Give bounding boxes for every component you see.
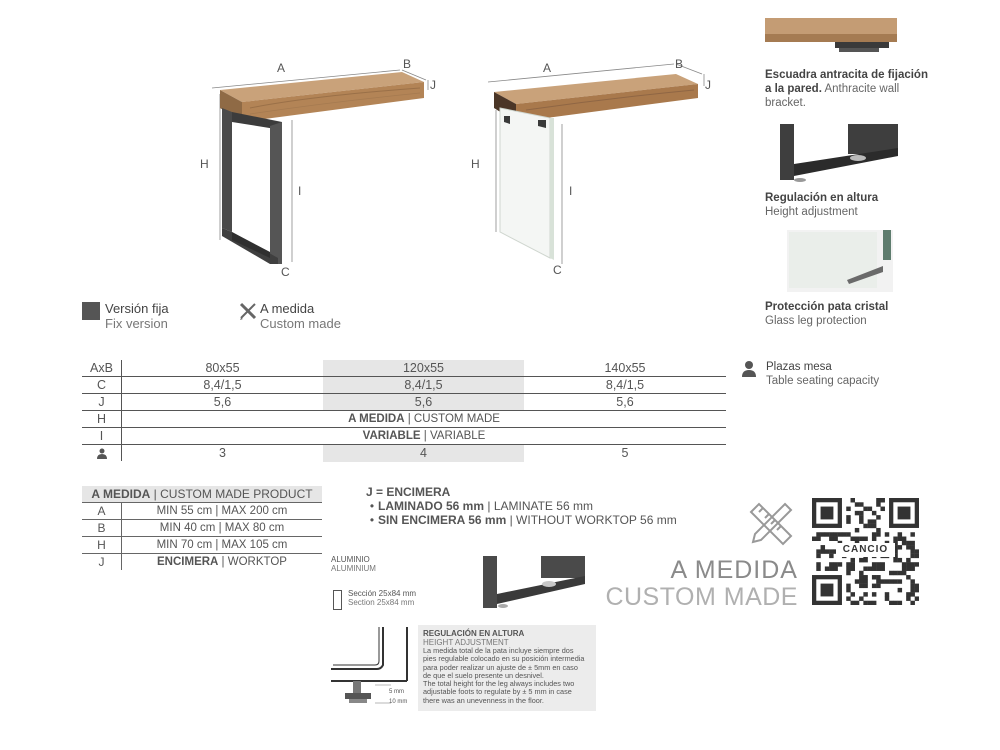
legend-subtitle: Fix version [105, 316, 168, 331]
table-cell: MIN 70 cm | MAX 105 cm [156, 539, 288, 551]
dim-c-label-2: C [553, 263, 562, 277]
table-cell: 4 [420, 446, 427, 460]
qr-module [898, 601, 902, 605]
qr-module [846, 532, 850, 536]
qr-module [859, 571, 863, 575]
custom-made-badge-line2: CUSTOM MADE [605, 583, 798, 611]
qr-module [825, 549, 829, 553]
legend-title: Versión fija [105, 301, 169, 316]
note-line: pies regulable colocado en su posición intermedia [423, 654, 585, 664]
row-key: H [82, 411, 122, 427]
dim-j-label-2: J [705, 78, 711, 92]
cell-separator: | [404, 413, 414, 425]
bullet-strong: SIN ENCIMERA 56 mm [378, 513, 507, 527]
qr-module [880, 579, 884, 583]
qr-module [915, 562, 919, 566]
qr-module [859, 537, 863, 541]
qr-module [816, 537, 820, 541]
qr-module [902, 571, 906, 575]
header-text: CUSTOM MADE PRODUCT [160, 487, 313, 501]
qr-module [863, 601, 867, 605]
qr-module [872, 532, 876, 536]
qr-module [906, 575, 910, 579]
qr-module [829, 532, 833, 536]
qr-module [910, 541, 914, 545]
qr-module [868, 601, 872, 605]
qr-module [915, 549, 919, 553]
worktop-notes [366, 485, 677, 527]
dim-5mm-label: 5 mm [389, 689, 404, 695]
qr-module [898, 558, 902, 562]
qr-module [872, 566, 876, 570]
row-key: J [82, 394, 122, 410]
qr-module [825, 566, 829, 570]
qr-module [915, 584, 919, 588]
qr-module [816, 532, 820, 536]
person-icon [97, 448, 107, 459]
qr-module [855, 528, 859, 532]
feature-title: a la pared. [765, 83, 822, 95]
qr-module [915, 588, 919, 592]
qr-module [863, 575, 867, 579]
table-cell: 5,6 [213, 395, 232, 409]
qr-module [846, 515, 850, 519]
spanning-cell [122, 428, 726, 444]
qr-module [838, 532, 842, 536]
qr-module [816, 549, 820, 553]
qr-module [863, 524, 867, 528]
spanning-cell [122, 411, 726, 427]
qr-module [910, 545, 914, 549]
feature-subtitle: Height adjustment [765, 206, 858, 218]
qr-module [868, 507, 872, 511]
section-es: Sección 25x84 mm [348, 589, 417, 598]
table-cell: MIN 55 cm | MAX 200 cm [156, 505, 288, 517]
table-cell: 5 [621, 446, 629, 460]
qr-module [825, 532, 829, 536]
qr-module [833, 532, 837, 536]
qr-module [816, 562, 820, 566]
qr-module [880, 498, 884, 502]
qr-module [876, 502, 880, 506]
qr-module [829, 562, 833, 566]
qr-module [893, 579, 897, 583]
cell-text: VARIABLE [429, 430, 486, 442]
feature-subtitle: Glass leg protection [765, 315, 867, 327]
legend-title: A medida [260, 301, 315, 316]
qr-module [851, 537, 855, 541]
qr-module [872, 592, 876, 596]
qr-module [868, 566, 872, 570]
notes-bullet: • LAMINADO 56 mm | LAMINATE 56 mm [369, 499, 593, 513]
qr-module [851, 566, 855, 570]
dim-b-label-2: B [675, 57, 684, 71]
bullet-text: LAMINATE 56 mm [493, 499, 593, 513]
qr-module [906, 566, 910, 570]
row-key: AxB [82, 360, 122, 376]
qr-module [893, 537, 897, 541]
qr-module [851, 558, 855, 562]
qr-module [863, 558, 867, 562]
qr-module [876, 575, 880, 579]
qr-module [880, 566, 884, 570]
qr-module [859, 515, 863, 519]
feature-subtitle: Anthracite wall [824, 83, 900, 95]
qr-module [829, 549, 833, 553]
table-row [82, 428, 726, 445]
ruler-pencil-icon [238, 301, 258, 321]
qr-module [859, 579, 863, 583]
qr-module [876, 532, 880, 536]
qr-module [868, 519, 872, 523]
qr-module [889, 571, 893, 575]
cell-strong: ENCIMERA [157, 556, 219, 568]
qr-module [833, 566, 837, 570]
qr-module [872, 519, 876, 523]
bullet-text: WITHOUT WORKTOP 56 mm [516, 513, 677, 527]
qr-module [855, 502, 859, 506]
qr-module [846, 507, 850, 511]
feature-wall-bracket [765, 68, 945, 110]
qr-module [910, 549, 914, 553]
feature-height-adjustment [765, 191, 945, 219]
qr-module [902, 562, 906, 566]
row-key: A [82, 503, 122, 519]
qr-module [880, 507, 884, 511]
qr-module [876, 562, 880, 566]
glass-leg-protection-photo [787, 230, 893, 292]
qr-module [898, 537, 902, 541]
height-adjustment-photo [780, 124, 900, 184]
qr-module [876, 579, 880, 583]
row-key: H [82, 537, 122, 553]
cell-text: WORKTOP [227, 556, 287, 568]
row-key: I [82, 428, 122, 444]
qr-module [855, 511, 859, 515]
custom-made-badge-line1: A MEDIDA [670, 556, 798, 584]
note-line: adjustable foots to regulate by ± 5 mm in case [423, 687, 572, 697]
note-line: La medida total de la pata incluye siempre dos [423, 646, 574, 655]
qr-module [906, 545, 910, 549]
row-key: J [82, 554, 122, 570]
qr-module [859, 558, 863, 562]
qr-module [902, 537, 906, 541]
dim-j-label: J [430, 78, 436, 92]
qr-module [898, 571, 902, 575]
cell-strong: VARIABLE [362, 430, 421, 442]
qr-finder [821, 507, 834, 520]
legend-seating-capacity [766, 360, 879, 388]
dim-b-label: B [403, 57, 412, 71]
qr-module [893, 571, 897, 575]
qr-module [898, 532, 902, 536]
table-row [82, 554, 322, 571]
qr-module [885, 592, 889, 596]
qr-module [910, 532, 914, 536]
notes-title: J = ENCIMERA [366, 485, 451, 499]
qr-module [885, 596, 889, 600]
feature-title: Escuadra antracita de fijación [765, 69, 928, 81]
desk-glass-leg-diagram [470, 52, 730, 282]
note-line: there was an unevenness in the floor. [423, 695, 544, 705]
qr-module [812, 537, 816, 541]
qr-module [833, 537, 837, 541]
qr-module [898, 545, 902, 549]
qr-module [846, 562, 850, 566]
qr-module [859, 511, 863, 515]
qr-module [863, 579, 867, 583]
table-cell [122, 554, 322, 570]
table-cell: 3 [219, 446, 226, 460]
qr-module [851, 601, 855, 605]
qr-module [859, 502, 863, 506]
dim-h-label: H [200, 157, 209, 171]
table-cell: 5,6 [616, 395, 634, 409]
table-cell: 8,4/1,5 [605, 378, 645, 392]
note-line: The total height for the leg always includes two [423, 679, 575, 689]
qr-module [821, 549, 825, 553]
wall-bracket-photo [765, 18, 899, 58]
table-cell: 8,4/1,5 [203, 378, 242, 392]
qr-module [851, 562, 855, 566]
qr-module [833, 562, 837, 566]
section-profile-icon [333, 590, 342, 610]
bullet-separator: | [506, 513, 517, 527]
qr-module [863, 592, 867, 596]
dim-i-label-2: I [569, 184, 573, 198]
qr-module [906, 558, 910, 562]
qr-module [910, 566, 914, 570]
qr-module [893, 601, 897, 605]
qr-module [816, 554, 820, 558]
qr-module [906, 562, 910, 566]
table-cell: MIN 40 cm | MAX 80 cm [159, 522, 285, 534]
qr-module [838, 562, 842, 566]
qr-module [872, 575, 876, 579]
qr-module [872, 601, 876, 605]
feature-subtitle: bracket. [765, 97, 806, 109]
qr-module [893, 558, 897, 562]
qr-module [910, 579, 914, 583]
table-row [82, 537, 322, 554]
qr-module [855, 579, 859, 583]
dim-i-label: I [298, 184, 302, 198]
qr-module [906, 541, 910, 545]
material-es: ALUMINIO [331, 555, 370, 564]
qr-module [855, 601, 859, 605]
legend-custom-made [260, 301, 341, 331]
qr-module [872, 584, 876, 588]
header-separator: | [150, 487, 161, 501]
qr-module [898, 588, 902, 592]
column-header: 140x55 [604, 361, 646, 375]
table-row [82, 520, 322, 537]
height-adjustment-note [418, 625, 596, 711]
dim-c-label: C [281, 265, 290, 279]
qr-module [876, 566, 880, 570]
cell-strong: A MEDIDA [348, 413, 405, 425]
column-header: 120x55 [402, 361, 444, 375]
custom-table-header [82, 486, 322, 503]
qr-finder [821, 584, 834, 597]
table-row [82, 394, 726, 411]
table-row [82, 445, 726, 462]
note-line: para poder realizar un ajuste de ± 5mm en caso [423, 662, 578, 672]
qr-module [863, 584, 867, 588]
qr-brand-label: CANCIO [836, 543, 895, 557]
notes-bullet: • SIN ENCIMERA 56 mm | WITHOUT WORKTOP 56 mm [369, 513, 677, 527]
qr-module [906, 592, 910, 596]
qr-module [821, 532, 825, 536]
feature-title: Regulación en altura [765, 192, 879, 204]
qr-module [851, 498, 855, 502]
qr-module [863, 566, 867, 570]
table-cell: 8,4/1,5 [404, 378, 443, 392]
qr-module [876, 528, 880, 532]
qr-code[interactable] [812, 498, 919, 605]
row-key: B [82, 520, 122, 536]
qr-module [889, 579, 893, 583]
qr-module [910, 554, 914, 558]
qr-module [829, 537, 833, 541]
qr-module [910, 592, 914, 596]
material-label [331, 555, 376, 573]
qr-module [876, 515, 880, 519]
qr-module [846, 596, 850, 600]
cell-separator: | [218, 556, 228, 568]
row-key: C [82, 377, 122, 393]
qr-module [910, 601, 914, 605]
qr-module [902, 566, 906, 570]
cell-separator: | [420, 430, 430, 442]
qr-module [846, 588, 850, 592]
qr-module [829, 554, 833, 558]
qr-module [910, 584, 914, 588]
qr-module [863, 507, 867, 511]
bullet-strong: LAMINADO 56 mm [378, 499, 485, 513]
header-strong: A MEDIDA [91, 487, 151, 501]
qr-module [851, 592, 855, 596]
qr-module [885, 532, 889, 536]
qr-module [846, 566, 850, 570]
qr-module [846, 584, 850, 588]
dim-h-label-2: H [471, 157, 480, 171]
note-line: de que el suelo presente un desnivel. [423, 670, 544, 680]
ruler-pencil-icon [745, 498, 797, 550]
qr-module [829, 566, 833, 570]
legend-subtitle: Table seating capacity [766, 375, 880, 387]
dim-a-label: A [277, 61, 286, 75]
qr-module [846, 519, 850, 523]
qr-module [868, 524, 872, 528]
qr-module [885, 579, 889, 583]
qr-module [906, 596, 910, 600]
qr-module [910, 588, 914, 592]
qr-module [859, 584, 863, 588]
fixed-version-swatch [82, 302, 100, 320]
note-title-es: REGULACIÓN EN ALTURA [423, 629, 525, 638]
qr-module [876, 498, 880, 502]
qr-module [915, 554, 919, 558]
bullet-separator: | [484, 499, 494, 513]
qr-module [880, 562, 884, 566]
desk-metal-leg-diagram [190, 52, 450, 282]
table-header-row [82, 360, 726, 377]
person-icon [741, 360, 757, 378]
column-header: 80x55 [205, 361, 240, 375]
material-en: ALUMINIUM [331, 564, 376, 573]
legend-title: Plazas mesa [766, 361, 832, 373]
qr-module [859, 575, 863, 579]
table-cell: 5,6 [414, 395, 433, 409]
qr-module [816, 566, 820, 570]
qr-module [902, 541, 906, 545]
qr-module [863, 537, 867, 541]
qr-module [859, 596, 863, 600]
qr-module [898, 579, 902, 583]
feature-glass-leg-protection [765, 300, 945, 328]
table-row [82, 503, 322, 520]
qr-module [846, 571, 850, 575]
aluminium-profile-photo [483, 554, 587, 610]
dim-10mm-label: 10 mm [389, 699, 408, 705]
qr-module [855, 537, 859, 541]
dim-a-label-2: A [543, 61, 552, 75]
section-en: Section 25x84 mm [348, 598, 415, 607]
legend-subtitle: Custom made [260, 316, 341, 331]
feature-title: Protección pata cristal [765, 301, 889, 313]
qr-module [915, 596, 919, 600]
qr-module [872, 562, 876, 566]
section-label [348, 589, 416, 607]
legend-fixed-version [105, 301, 169, 331]
qr-module [859, 519, 863, 523]
table-row [82, 411, 726, 428]
qr-module [876, 584, 880, 588]
qr-module [889, 601, 893, 605]
cell-text: CUSTOM MADE [413, 413, 500, 425]
qr-module [821, 545, 825, 549]
qr-module [910, 562, 914, 566]
row-key [82, 445, 122, 461]
qr-module [872, 524, 876, 528]
qr-module [872, 537, 876, 541]
table-row [82, 377, 726, 394]
note-title-en: HEIGHT ADJUSTMENT [423, 638, 509, 647]
qr-module [872, 511, 876, 515]
qr-module [842, 532, 846, 536]
qr-finder [898, 507, 911, 520]
